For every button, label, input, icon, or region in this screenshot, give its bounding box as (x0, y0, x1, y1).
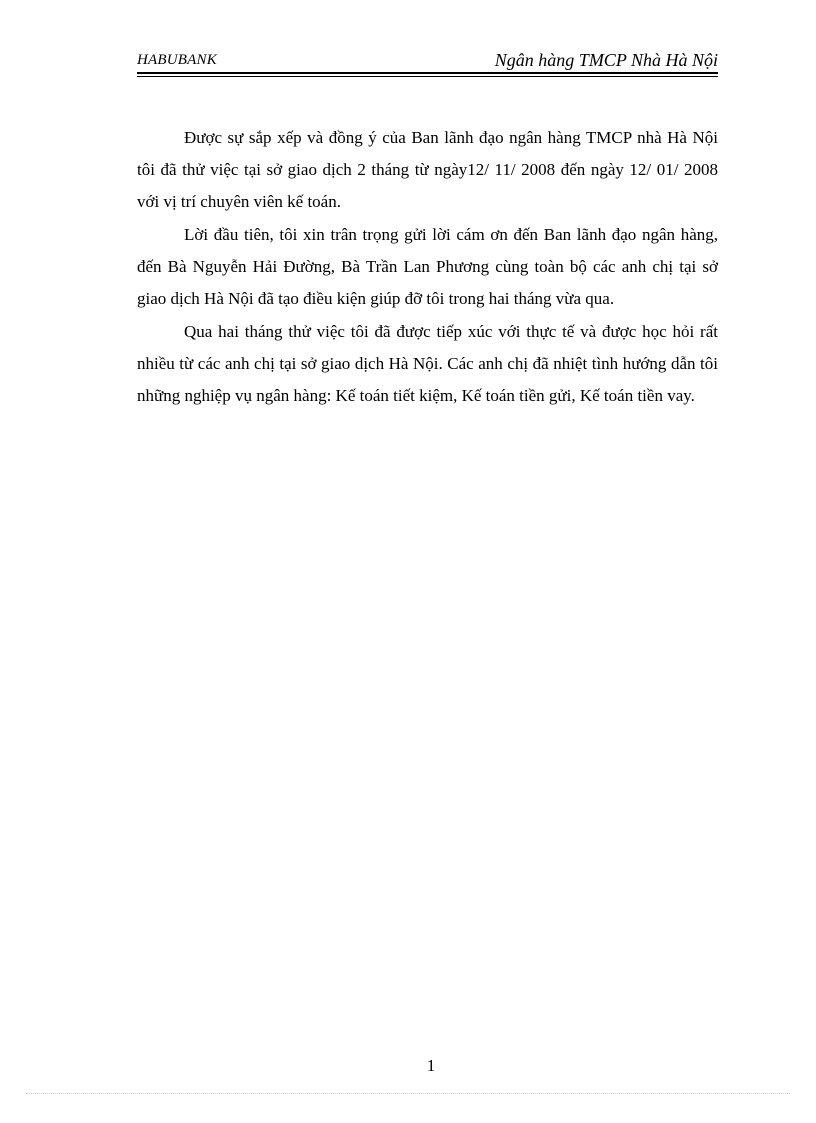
footer-rule (26, 1093, 790, 1094)
header-bank-name: Ngân hàng TMCP Nhà Hà Nội (494, 50, 718, 70)
page-header (137, 50, 718, 74)
header-rule-thin (137, 76, 718, 77)
paragraph-1: Được sự sắp xếp và đồng ý của Ban lãnh đạo ngân hàng TMCP nhà Hà Nội tôi đã thử việc tại sở giao dịch 2 tháng từ ngày12/ 11/ 2008 đến ngày 12/ 01/ 2008 với vị trí chuyên viên kế toán. (137, 128, 718, 211)
paragraph-2: Lời đầu tiên, tôi xin trân trọng gửi lời cám ơn đến Ban lãnh đạo ngân hàng, đến Bà Nguyễn Hải Đường, Bà Trần Lan Phương cùng toàn bộ các anh chị tại sở giao dịch Hà Nội đã tạo điều kiện giúp đỡ tôi trong hai tháng vừa qua. (137, 225, 718, 308)
header-bank-abbreviation: HABUBANK (137, 52, 217, 68)
header-rule-thick (137, 72, 718, 74)
page-number: 1 (426, 1056, 436, 1075)
paragraph-3: Qua hai tháng thử việc tôi đã được tiếp xúc với thực tế và được học hỏi rất nhiều từ các anh chị tại sở giao dịch Hà Nội. Các anh chị đã nhiệt tình hướng dẫn tôi những nghiệp vụ ngân hàng: Kế toán tiết kiệm, Kế toán tiền gửi, Kế toán tiền vay. (137, 322, 718, 405)
body-text (137, 122, 718, 413)
